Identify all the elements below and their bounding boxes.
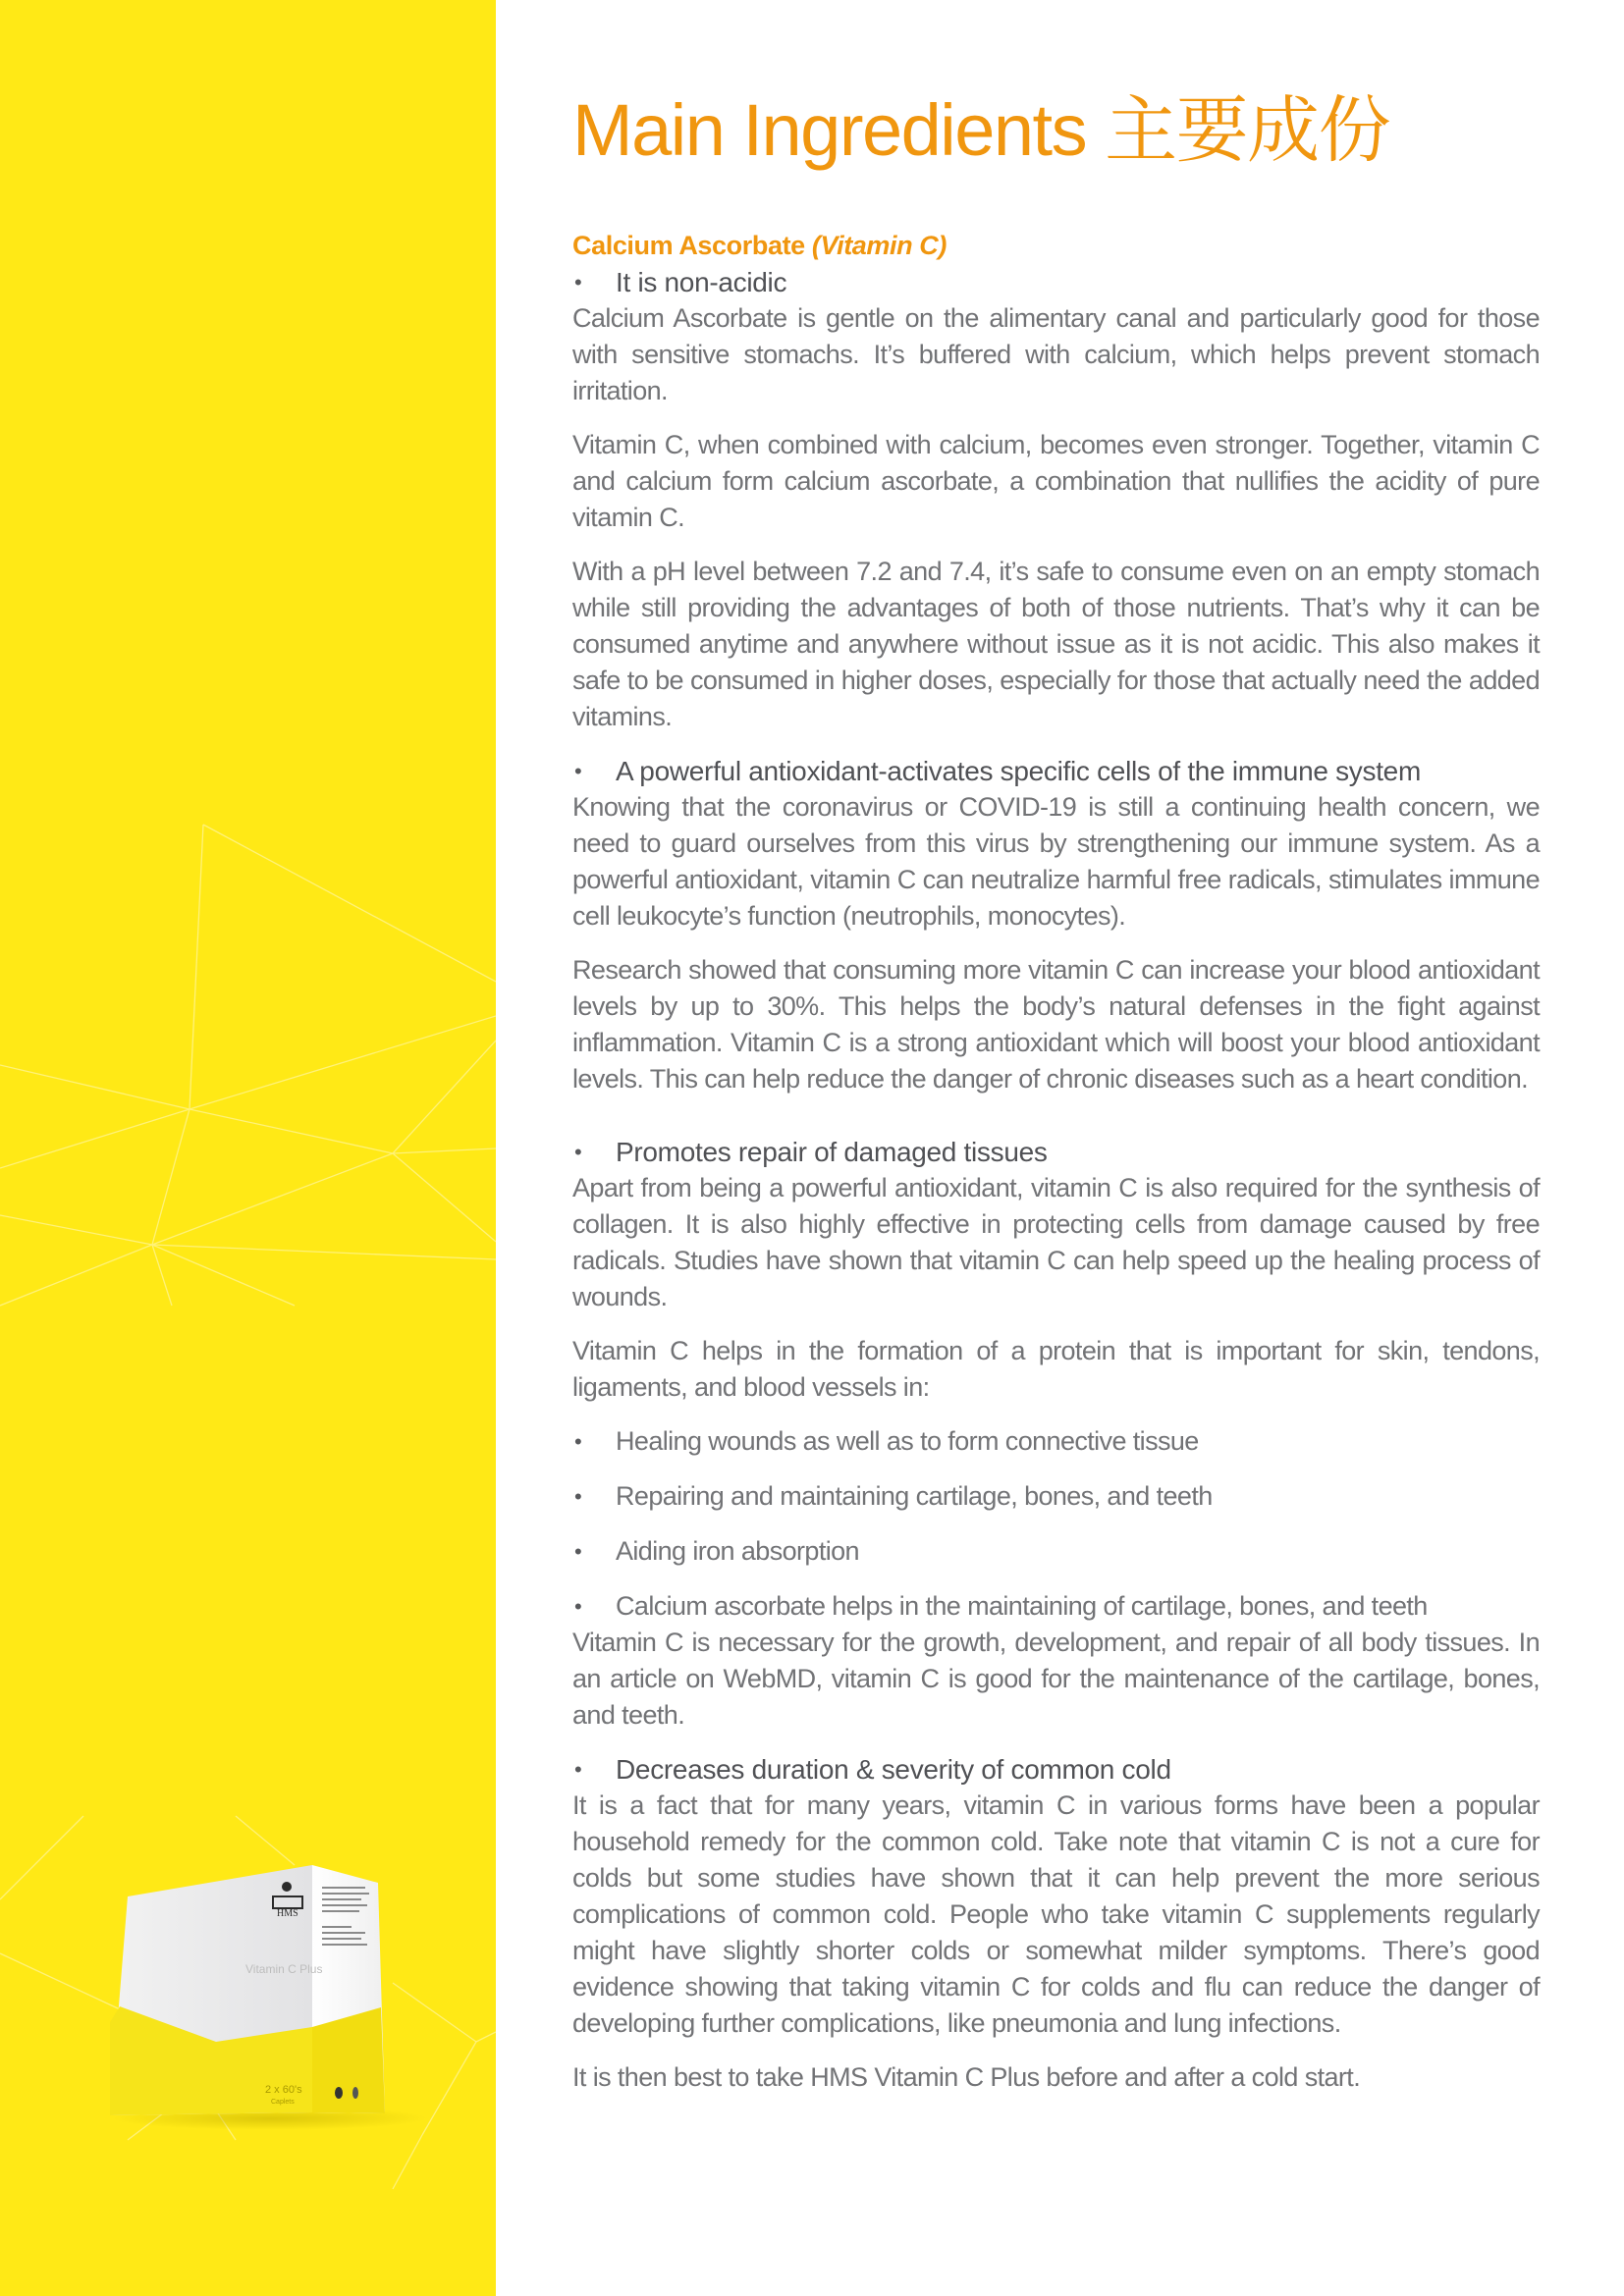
pattern-line <box>189 1109 393 1153</box>
pattern-line <box>393 2135 422 2189</box>
pattern-line <box>0 1245 152 1306</box>
ingredient-alias: (Vitamin C) <box>811 231 947 260</box>
benefit-heading <box>572 1751 1540 1788</box>
pattern-line <box>152 1109 189 1245</box>
paragraph: Vitamin C is necessary for the growth, development, and repair of all body tissues. In an article on WebMD, vitamin C is good for the maintenance of the cartilage, bones, and teeth. <box>572 1628 1540 1730</box>
paragraph: Knowing that the coronavirus or COVID-19 is still a continuing health concern, we need to guard ourselves from this virus by strengthening our immune system. As a powerful antioxidant, vitamin C can neutralize harmful free radicals, stimulates immune cell leukocyte’s function (neutrophils, monocytes). <box>572 792 1540 931</box>
bullet-icon: • <box>574 1484 582 1509</box>
paragraph: With a pH level between 7.2 and 7.4, it’s safe to consume even on an empty stomach while still providing the advantages of both of those nutrients. That’s why it can be consumed anytime and anywhere without issue as it is not acidic. This also makes it safe to be consumed in higher doses, especially for those that actually need the added vitamins. <box>572 557 1540 731</box>
paragraph: Apart from being a powerful antioxidant, vitamin C is also required for the synthesis of collagen. It is also highly effective in protecting cells from damage caused by free radicals. Studies have shown that vitamin C can help speed up the healing process of wounds. <box>572 1173 1540 1311</box>
list-item-text: Aiding iron absorption <box>616 1536 859 1566</box>
bullet-icon: • <box>574 1539 582 1564</box>
box-pack-unit: Caplets <box>271 2099 295 2106</box>
paragraph: Vitamin C helps in the formation of a protein that is important for skin, tendons, ligaments, and blood vessels in: <box>572 1336 1540 1402</box>
list-item-text: Healing wounds as well as to form connective tissue <box>616 1426 1199 1456</box>
yellow-side-panel <box>0 0 496 2296</box>
paragraph: Calcium Ascorbate is gentle on the alimentary canal and particularly good for those with sensitive stomachs. It’s buffered with calcium, which helps prevent stomach irritation. <box>572 303 1540 405</box>
pattern-line <box>152 1245 295 1306</box>
pattern-line <box>393 1041 496 1153</box>
benefit-heading-text: Promotes repair of damaged tissues <box>616 1137 1048 1167</box>
halal-icon <box>335 2087 343 2099</box>
list-item <box>572 1423 1540 1460</box>
bullet-icon: • <box>574 1140 582 1164</box>
pattern-line <box>189 1016 496 1109</box>
pattern-line <box>0 1065 189 1109</box>
paragraph: Research showed that consuming more vitamin C can increase your blood antioxidant levels by up to 30%. This helps the body’s natural defenses in the fight against inflammation. Vitamin C is a strong antioxidant which will boost your blood antioxidant levels. This can help reduce the danger of chronic diseases such as a heart condition. <box>572 955 1540 1094</box>
benefit-heading-text: A powerful antioxidant-activates specific cells of the immune system <box>616 756 1421 786</box>
bullet-icon: • <box>574 270 582 294</box>
pattern-line <box>476 2032 496 2042</box>
product-box-image <box>98 1836 432 2130</box>
pattern-line <box>0 1816 83 1899</box>
box-product-name: Vitamin C Plus <box>245 1962 323 1976</box>
pattern-line <box>393 1153 496 1242</box>
pattern-line <box>203 825 496 982</box>
list-item <box>572 1478 1540 1515</box>
bullet-icon: • <box>574 1757 582 1782</box>
ingredient-heading <box>572 228 1540 264</box>
pattern-line <box>152 1245 496 1259</box>
benefit-heading <box>572 264 1540 300</box>
list-item <box>572 1588 1540 1625</box>
pattern-line <box>152 1153 393 1245</box>
pattern-line <box>189 825 203 1109</box>
ingredient-section <box>572 228 1540 2096</box>
paragraph: Vitamin C, when combined with calcium, becomes even stronger. Together, vitamin C and calcium form calcium ascorbate, a combination that nullifies the acidity of pure vitamin C. <box>572 430 1540 532</box>
benefit-heading <box>572 1134 1540 1170</box>
pattern-line <box>0 1109 189 1168</box>
bullet-icon: • <box>574 759 582 783</box>
pattern-line <box>152 1245 172 1306</box>
box-brand: HMS <box>277 1908 298 1919</box>
box-pack-size: 2 x 60's <box>265 2084 302 2096</box>
list-item-text: Calcium ascorbate helps in the maintaining of cartilage, bones, and teeth <box>616 1591 1428 1621</box>
pattern-line <box>0 1215 152 1245</box>
page-title: Main Ingredients 主要成份 <box>572 89 1390 171</box>
benefit-heading-text: Decreases duration & severity of common cold <box>616 1754 1171 1785</box>
list-item <box>572 1533 1540 1570</box>
closing-paragraph: It is then best to take HMS Vitamin C Plus before and after a cold start. <box>572 2062 1361 2092</box>
benefit-heading-text: It is non-acidic <box>616 267 787 297</box>
certification-icon <box>352 2087 358 2099</box>
bullet-icon: • <box>574 1594 582 1619</box>
ingredient-name: Calcium Ascorbate <box>572 231 812 260</box>
list-item-text: Repairing and maintaining cartilage, bones, and teeth <box>616 1481 1213 1511</box>
bullet-icon: • <box>574 1429 582 1454</box>
pattern-line <box>393 1148 496 1153</box>
paragraph: It is a fact that for many years, vitamin C in various forms have been a popular household remedy for the common cold. Take note that vitamin C is not a cure for colds but some studies have shown that it can help prevent the more serious complications of common cold. People who take vitamin C supplements regularly might have slightly shorter colds or somewhat milder symptoms. There’s good evidence showing that taking vitamin C for colds and flu can reduce the danger of developing further complications, like pneumonia and lung infections. <box>572 1790 1540 2038</box>
benefit-heading <box>572 753 1540 789</box>
